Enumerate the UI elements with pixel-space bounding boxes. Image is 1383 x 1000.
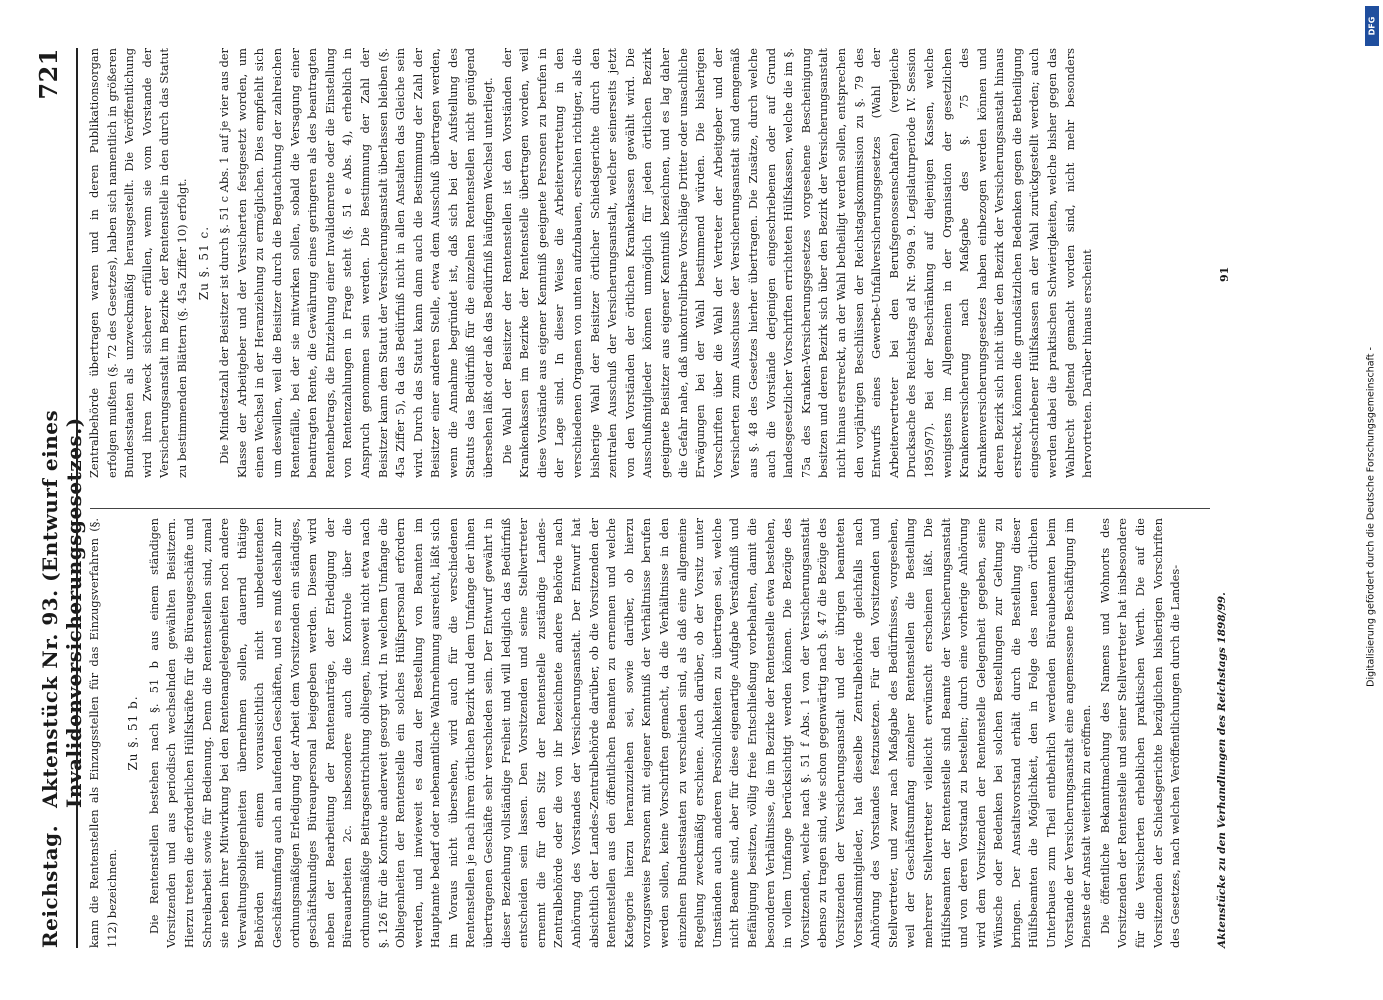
dfg-logo-icon — [1365, 6, 1379, 46]
page-number: 721 — [34, 48, 63, 100]
section-heading: Zu §. 51 c. — [196, 225, 211, 301]
right-column — [86, 48, 1098, 478]
paragraph: Die Wahl der Beisitzer der Rentenstellen ist den Vorständen der Krankenkassen im Bezirke der Rentenstelle übertragen worden, weil diese Vorstände aus eigener Kenntniß geeignete Personen zu berufen in der Lage sind. In dieser Weise die Arbeitervertretung in den verschiedenen Organen von unten aufzubauen, erschien richtiger, als die bisherige Wahl der Beisitzer örtlicher Schiedsgerichte durch den zentralen Ausschuß der Versicherungsanstalt, welcher seinerseits jetzt von den Vorständen der örtlichen Krankenkassen gewählt wird. Die Ausschußmitglieder können unmöglich für jeden örtlichen Bezirk geeignete Beisitzer aus eigener Kenntniß bezeichnen, und es lag daher die Gefahr nahe, daß unkontrolirbare Vorschläge Dritter oder unsachliche Erwägungen bei der Wahl bestimmend würden. Die bisherigen Vorschriften über die Wahl der Vertreter der Arbeitgeber und der Versicherten zum Ausschusse der Versicherungsanstalt sind demgemäß aus §. 48 des Gesetzes hierher übertragen. Die Zusätze, durch welche auch die Vorstände derjenigen eingeschriebenen oder auf Grund landesgesetzlicher Vorschriften errichteten Hülfskassen, welche die im §. 75a des Kranken-Versicherungsgesetzes vorgesehene Bescheinigung besitzen und deren Bezirk sich über den Bezirk der Versicherungsanstalt nicht hinaus erstreckt, an der Wahl betheiligt werden sollen, entsprechen den vorjährigen Beschlüssen der Reichstagskommission zu §. 79 des Entwurfs eines Gewerbe-Unfallversicherungsgesetzes (Wahl der Arbeitervertreter bei den Berufsgenossenschaften) (vergleiche Drucksache des Reichstags ad Nr. 909a 9. Legislaturperiode IV. Session 1895/97). Bei der Beschränkung auf diejenigen Kassen, welche wenigstens im Allgemeinen in der Organisation der gesetzlichen Krankenversicherung nach Maßgabe des §. 75 des Krankenversicherungsgesetzes haben einbezogen werden können und deren Bezirk sich nicht über den Bezirk der Versicherungsanstalt hinaus erstreckt, können die grundsätzlichen Bedenken gegen die Betheiligung eingeschriebener Hülfskassen an der Wahl zurückgestellt werden; auch werden dabei die praktischen Schwierigkeiten, welche bisher gegen das Wahlrecht geltend gemacht worden sind, nicht mehr besonders hervortreten. Darüber hinaus erscheint — [499, 48, 1095, 478]
page-footer: Aktenstücke zu den Verhandlungen des Reichstags 1898/99. — [1216, 592, 1228, 948]
paragraph: Die Rentenstellen bestehen nach §. 51 b aus einem ständigen Vorsitzenden und aus periodisch wechselnden gewählten Beisitzern. Hierzu treten die erforderlichen Hülfskräfte für die Büreaugeschäfte und Schreibarbeit sowie für Bedienung. Denn die Rentenstellen sind, zumal sie neben ihrer Mitwirkung bei den Rentenangelegenheiten noch andere Verwaltungsobliegenheiten übernehmen sollen, dauernd thätige Behörden mit einem voraussichtlich nicht unbedeutenden Geschäftsumfang auch an laufenden Geschäften, und es muß deshalb zur ordnungsmäßigen Erledigung der Arbeit dem Vorsitzenden ein ständiges, geschäftskundiges Büreaupersonal beigegeben werden. Diesem wird neben der Bearbeitung der Rentenanträge, der Erledigung der Büreauarbeiten 2c. insbesondere auch die Kontrole über die ordnungsmäßige Beitragsentrichtung obliegen, insoweit nicht etwa nach §. 126 für die Kontrole anderweit gesorgt wird. In welchem Umfange die Obliegenheiten der Rentenstelle ein solches Hülfspersonal erfordern werden, und inwieweit es dazu der Bestellung von Beamten im Hauptamte bedarf oder nebenamtliche Wahrnehmung ausreicht, läßt sich im Voraus nicht übersehen, wird auch für die verschiedenen Rentenstellen je nach ihrem örtlichen Bezirk und dem Umfange der ihnen übertragenen Geschäfte sehr verschieden sein. Der Entwurf gewährt in dieser Beziehung vollständige Freiheit und will lediglich das Bedürfniß entscheiden sein lassen. Den Vorsitzenden und seine Stellvertreter ernennt die für den Sitz der Rentenstelle zuständige Landes-Zentralbehörde oder die von ihr bezeichnete andere Behörde nach Anhörung des Vorstandes der Versicherungsanstalt. Der Entwurf hat absichtlich der Landes-Zentralbehörde darüber, ob die Vorsitzenden der Rentenstellen aus den öffentlichen Beamten zu ernennen und welche Kategorie hierzu heranzuziehen sei, sowie darüber, ob hierzu vorzugsweise Personen mit eigener Kenntniß der Verhältnisse berufen werden sollen, keine Vorschriften gemacht, da die Verhältnisse in den einzelnen Bundesstaaten zu verschieden sind, als daß eine allgemeine Regelung zweckmäßig erschiene. Auch darüber, ob der Vorsitz unter Umständen auch anderen Persönlichkeiten zu übertragen sei, welche nicht Beamte sind, aber für diese eigenartige Aufgabe Verständniß und Befähigung besitzen, völlig freie Entschließung vorbehalten, damit die besonderen Verhältnisse, die im Bezirke der Rentenstelle etwa bestehen, in vollem Umfange berücksichtigt werden können. Die Bezüge des Vorsitzenden, welche nach §. 51 f Abs. 1 von der Versicherungsanstalt ebenso zu tragen sind, wie schon gegenwärtig nach §. 47 die Bezüge des Vorsitzenden der Versicherungsanstalt und der übrigen beamteten Vorstandsmitglieder, hat dieselbe Zentralbehörde gleichfalls nach Anhörung des Vorstandes festzusetzen. Für den Vorsitzenden und Stellvertreter, und zwar nach Maßgabe des Bedürfnisses, vorgesehen, weil der Geschäftsumfang einzelner Rentenstellen die Bestellung mehrerer Stellvertreter vielleicht erwünscht erscheinen läßt. Die Hülfsbeamten der Rentenstelle sind Beamte der Versicherungsanstalt und von deren Vorstand zu bestellen; durch eine vorherige Anhörung wird dem Vorsitzenden der Rentenstelle Gelegenheit gegeben, seine Wünsche oder Bedenken bei solchen Bestellungen zur Geltung zu bringen. Der Anstaltsvorstand erhält durch die Bestellung dieser Hülfsbeamten die Möglichkeit, den in Folge des neuen örtlichen Unterbaues zum Theil entbehrlich werdenden Büreaubeamten beim Vorstande der Versicherungsanstalt eine angemessene Beschäftigung im Dienste der Anstalt weiterhin zu eröffnen. — [146, 518, 1094, 948]
page-header — [34, 48, 86, 948]
dfg-logo-text: DFG — [1367, 16, 1377, 36]
paragraph: Die Mindestzahl der Beisitzer ist durch §. 51 c Abs. 1 auf je vier aus der Klasse der Arbeitgeber und der Versicherten festgesetzt worden, um einen Wechsel in der Heranziehung zu ermöglichen. Dies empfiehlt sich um deswillen, weil die Beisitzer durch die Begutachtung der zahlreichen Rentenfälle, bei der sie mitwirken sollen, sobald die Versagung einer beantragten Rente, die Gewährung eines geringeren als des beantragten Rentenbetrags, die Entziehung einer Invalidenrente oder die Einstellung von Rentenzahlungen in Frage steht (§. 51 e Abs. 4), erheblich in Anspruch genommen sein werden. Die Bestimmung der Zahl der Beisitzer kann dem Statut der Versicherungsanstalt überlassen bleiben (§. 45a Ziffer 5), da das Bedürfniß nicht in allen Anstalten das Gleiche sein wird. Durch das Statut kann dann auch die Bestimmung der Zahl der Beisitzer einer anderen Stelle, etwa dem Ausschuß übertragen werden, wenn die Annahme begründet ist, daß sich bei der Aufstellung des Statuts das Bedürfniß für die einzelnen Rentenstellen nicht genügend übersehen läßt oder daß das Bedürfniß häufigem Wechsel unterliegt. — [217, 48, 496, 478]
paragraph: kann die Rentenstellen als Einzugsstellen für das Einzugsverfahren (§. 112) bezeichnen. — [87, 518, 119, 948]
header-left: Reichstag. — [38, 824, 62, 948]
section-heading: Zu §. 51 b. — [126, 695, 141, 771]
paragraph: Zentralbehörde übertragen waren und in deren Publikationsorgan erfolgen mußten (§. 72 des Gesetzes), haben sich namentlich in größeren Bundesstaaten als unzweckmäßig herausgestellt. Die Veröffentlichung wird ihren Zweck sicherer erfüllen, wenn sie vom Vorstande der Versicherungsanstalt im Bezirke der Rentenstelle in den durch das Statut zu bestimmenden Blättern (§. 45a Ziffer 10) erfolgt. — [87, 48, 189, 478]
credit-text: Digitalisierung gefördert durch die Deutsche Forschungsgemeinschaft - — [1365, 347, 1377, 687]
column-divider — [90, 508, 1210, 509]
header-rule — [76, 48, 78, 948]
paragraph: Die öffentliche Bekanntmachung des Namens und Wohnorts des Vorsitzenden der Rentenstelle und seiner Stellvertreter hat insbesondere für die Versicherten erheblichen praktischen Werth. Die auf die Vorsitzenden der Schiedsgerichte bezüglichen bisherigen Vorschriften des Gesetzes, nach welchen Veröffentlichungen durch die Landes- — [1097, 518, 1183, 948]
digitization-credit — [1364, 52, 1378, 982]
signature-mark: 91 — [1218, 266, 1231, 282]
dfg-logo-graphic — [1365, 6, 1379, 46]
header-title: Aktenstück Nr. 93. (Entwurf eines Invalidenversicherungsgesetzes.) — [38, 409, 86, 808]
left-column — [86, 518, 1186, 948]
